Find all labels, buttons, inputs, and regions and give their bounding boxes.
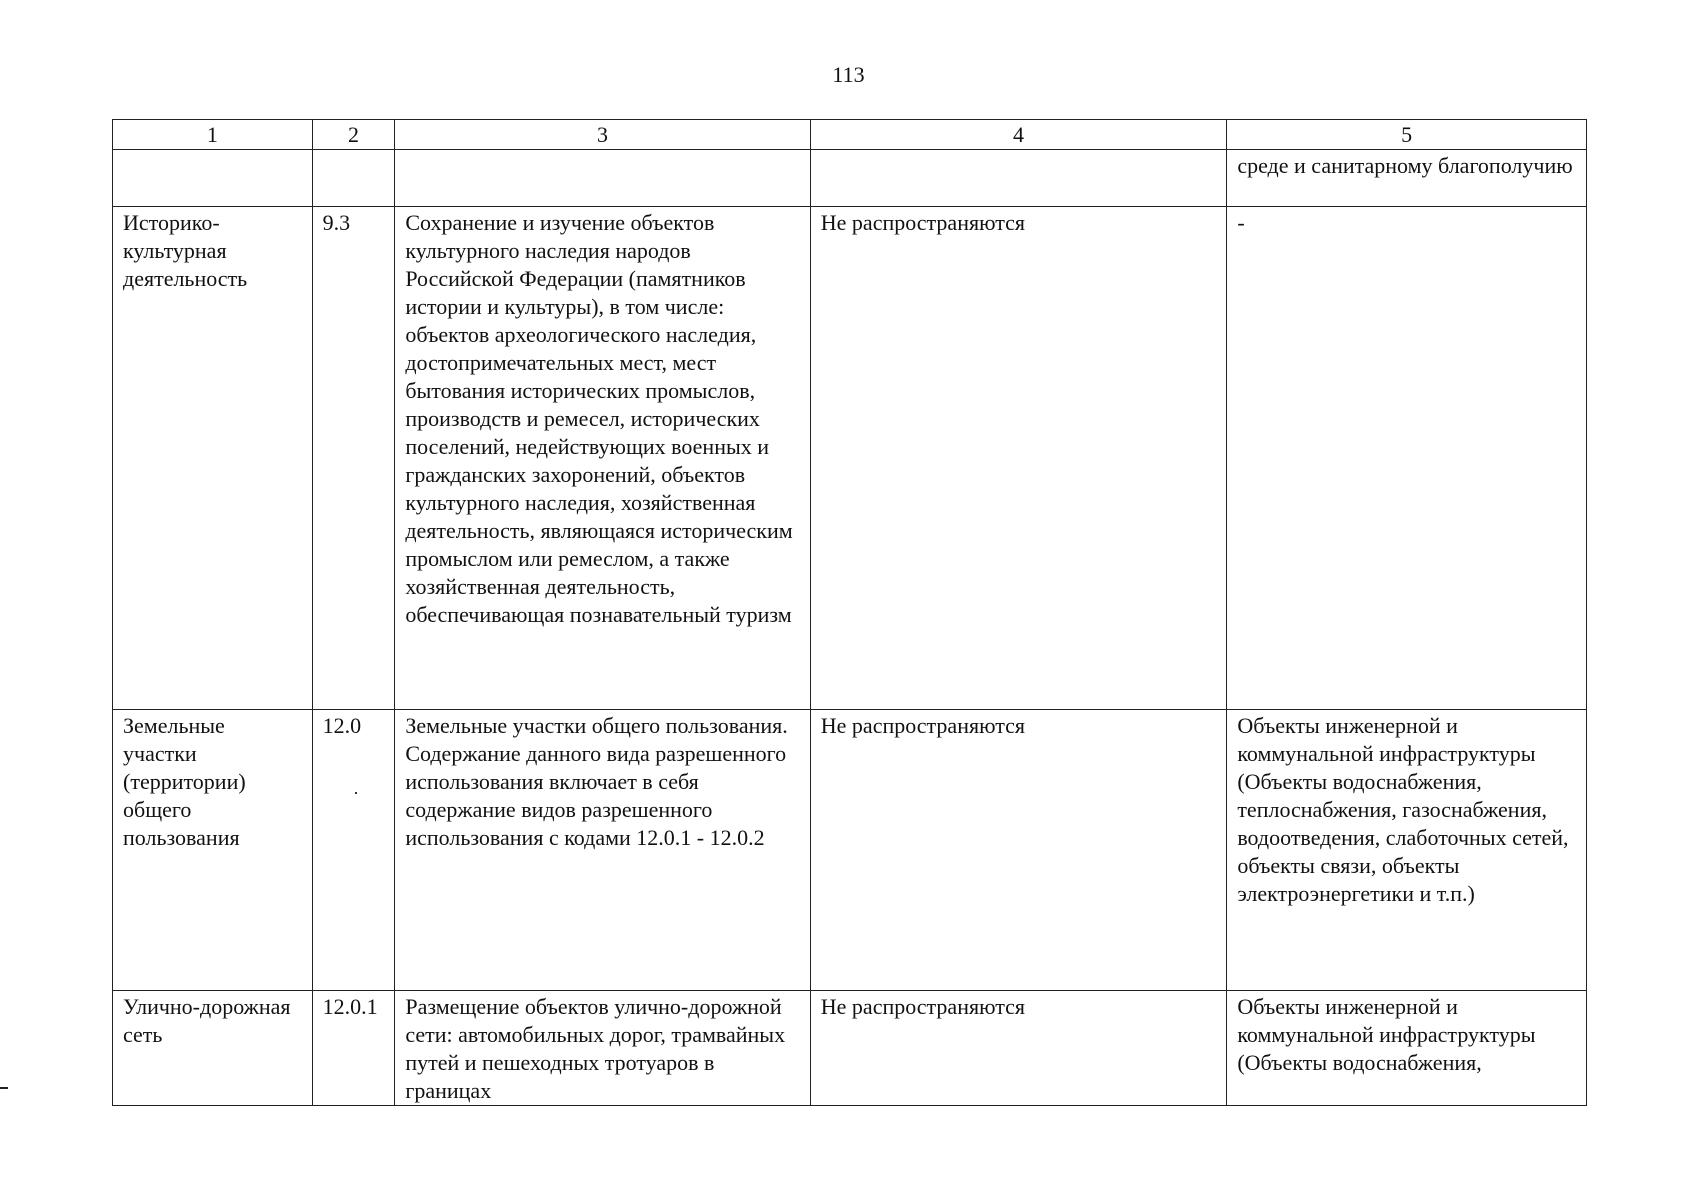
use-description-cell: Сохранение и изучение объектов культурного наследия народов Российской Федерации (памятников истории и культуры), в том числе: объектов археологического наследия, достопримечательных мест, мест бытования исторических промыслов, производств и ремесел, исторических поселений, недействующих военных и гражданских захоронений, объектов культурного наследия, хозяйственная деятельность, являющаяся историческим промыслом или ремеслом, а также хозяйственная деятельность, обеспечивающая познавательный туризм xyxy=(395,207,810,710)
restrictions-cell: Не распространяются xyxy=(810,991,1227,1106)
column-header: 5 xyxy=(1227,120,1587,150)
column-header: 1 xyxy=(113,120,313,150)
column-header: 4 xyxy=(810,120,1227,150)
use-type-name-cell: Земельные участки (территории) общего пользования xyxy=(113,710,313,991)
restrictions-cell: Не распространяются xyxy=(810,207,1227,710)
use-code-cell: 9.3 xyxy=(312,207,395,710)
use-description-cell xyxy=(395,150,810,207)
use-code-cell: 12.0 xyxy=(312,710,395,991)
use-code-cell xyxy=(312,150,395,207)
auxiliary-uses-cell: - xyxy=(1227,207,1587,710)
column-header: 3 xyxy=(395,120,810,150)
restrictions-cell xyxy=(810,150,1227,207)
page-number: 113 xyxy=(832,62,865,87)
margin-tick-mark xyxy=(0,1087,8,1089)
table-row xyxy=(113,991,1587,1106)
auxiliary-uses-cell: Объекты инженерной и коммунальной инфраструктуры (Объекты водоснабжения, xyxy=(1227,991,1587,1106)
table-row xyxy=(113,150,1587,207)
scan-artifact-dot xyxy=(355,792,357,794)
table-row xyxy=(113,710,1587,991)
column-header: 2 xyxy=(312,120,395,150)
auxiliary-uses-cell: Объекты инженерной и коммунальной инфраструктуры (Объекты водоснабжения, теплоснабжения, газоснабжения, водоотведения, слаботочных сетей, объекты связи, объекты электроэнергетики и т.п.) xyxy=(1227,710,1587,991)
use-description-cell: Размещение объектов улично-дорожной сети: автомобильных дорог, трамвайных путей и пешеходных тротуаров в границах xyxy=(395,991,810,1106)
use-description-cell: Земельные участки общего пользования. Содержание данного вида разрешенного использования включает в себя содержание видов разрешенного использования с кодами 12.0.1 - 12.0.2 xyxy=(395,710,810,991)
use-type-name-cell: Историко-культурная деятельность xyxy=(113,207,313,710)
table-header-row xyxy=(113,120,1587,150)
restrictions-cell: Не распространяются xyxy=(810,710,1227,991)
use-type-name-cell xyxy=(113,150,313,207)
land-use-table xyxy=(112,119,1587,1106)
use-code-cell: 12.0.1 xyxy=(312,991,395,1106)
use-type-name-cell: Улично-дорожная сеть xyxy=(113,991,313,1106)
table-row xyxy=(113,207,1587,710)
auxiliary-uses-cell: среде и санитарному благополучию xyxy=(1227,150,1587,207)
